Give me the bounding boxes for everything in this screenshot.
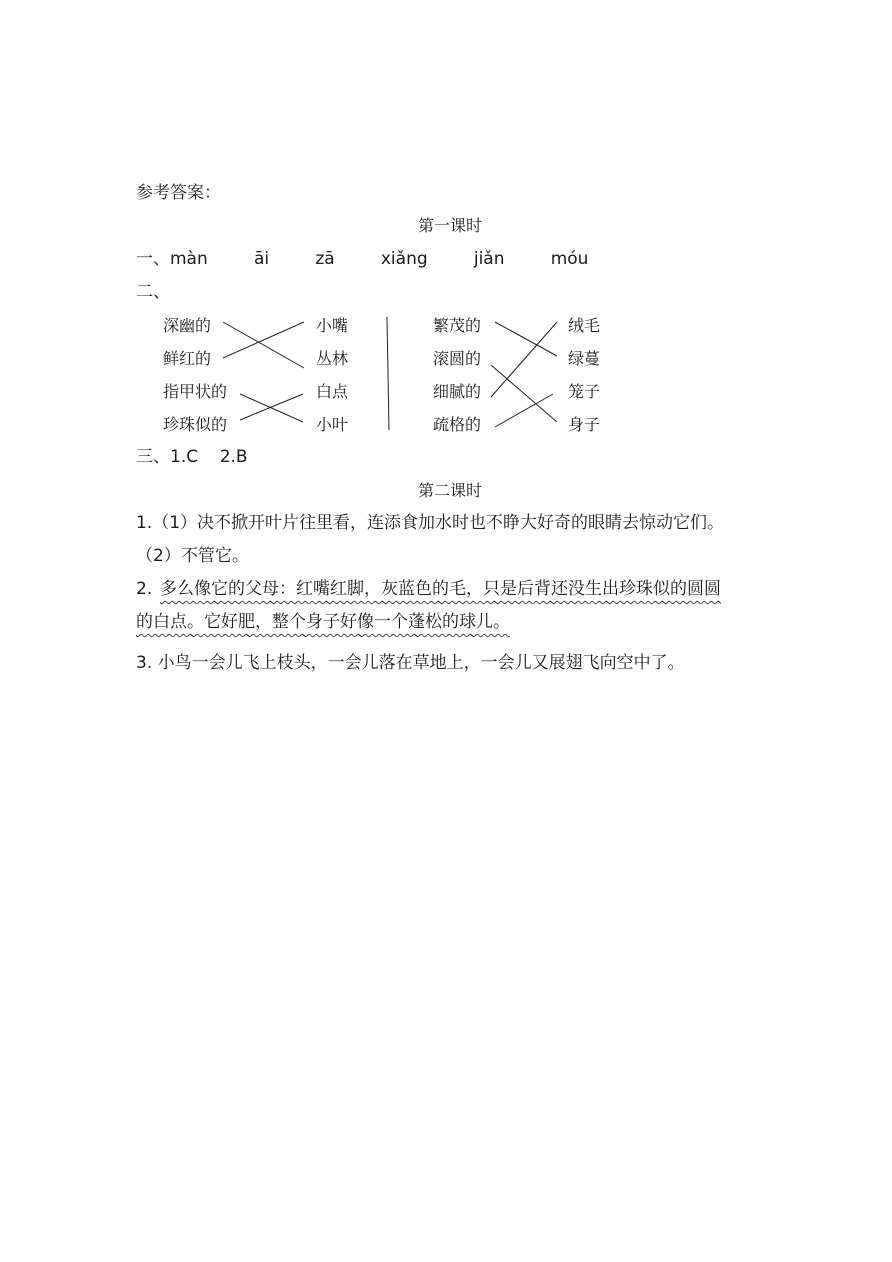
connector-line bbox=[223, 322, 304, 358]
q3-answer: 三、1.C 2.B bbox=[136, 447, 248, 467]
match-right-item: 小叶 bbox=[316, 415, 349, 434]
match-left-item: 繁茂的 bbox=[433, 316, 482, 335]
match-right-item: 丛林 bbox=[316, 349, 349, 368]
match-left-item: 疏格的 bbox=[433, 415, 482, 434]
match-left-item: 滚圆的 bbox=[433, 349, 482, 368]
q1-pinyin-answers: màn āi zā xiǎng jiǎn móu bbox=[170, 249, 589, 269]
answer-3: 3. 小鸟一会儿飞上枝头，一会儿落在草地上，一会儿又展翅飞向空中了。 bbox=[136, 653, 685, 673]
answer-2-prefix: 2. bbox=[136, 579, 153, 599]
match-left-item: 深幽的 bbox=[163, 316, 212, 335]
match-left-item: 指甲状的 bbox=[163, 382, 228, 401]
match-right-item: 绒毛 bbox=[568, 316, 601, 335]
group-divider bbox=[387, 317, 389, 430]
match-right-item: 小嘴 bbox=[316, 316, 349, 335]
lesson1-title: 第一课时 bbox=[418, 216, 483, 235]
q2-label: 二、 bbox=[136, 282, 170, 302]
lesson2-title: 第二课时 bbox=[418, 481, 483, 500]
q1-label: 一、 bbox=[136, 249, 170, 269]
connector-line bbox=[491, 365, 557, 422]
match-left-item: 细腻的 bbox=[433, 382, 482, 401]
answer-1-line2: （2）不管它。 bbox=[136, 546, 249, 566]
match-right-item: 绿蔓 bbox=[568, 349, 601, 368]
match-left-item: 珍珠似的 bbox=[163, 415, 228, 434]
match-right-item: 笼子 bbox=[568, 382, 601, 401]
answer-1-line1: 1.（1）决不掀开叶片往里看，连添食加水时也不睁大好奇的眼睛去惊动它们。 bbox=[136, 513, 725, 533]
match-right-item: 白点 bbox=[316, 382, 349, 401]
answer-2-line1: 多么像它的父母：红嘴红脚，灰蓝色的毛，只是后背还没生出珍珠似的圆圆 bbox=[160, 579, 721, 599]
match-right-item: 身子 bbox=[568, 415, 601, 434]
match-left-item: 鲜红的 bbox=[163, 349, 212, 368]
answer-2-line2: 的白点。它好肥，整个身子好像一个蓬松的球儿。 bbox=[136, 612, 510, 632]
connector-line bbox=[223, 322, 304, 368]
connector-line bbox=[495, 322, 557, 356]
connector-line bbox=[491, 322, 557, 397]
answer-heading: 参考答案： bbox=[136, 183, 221, 203]
